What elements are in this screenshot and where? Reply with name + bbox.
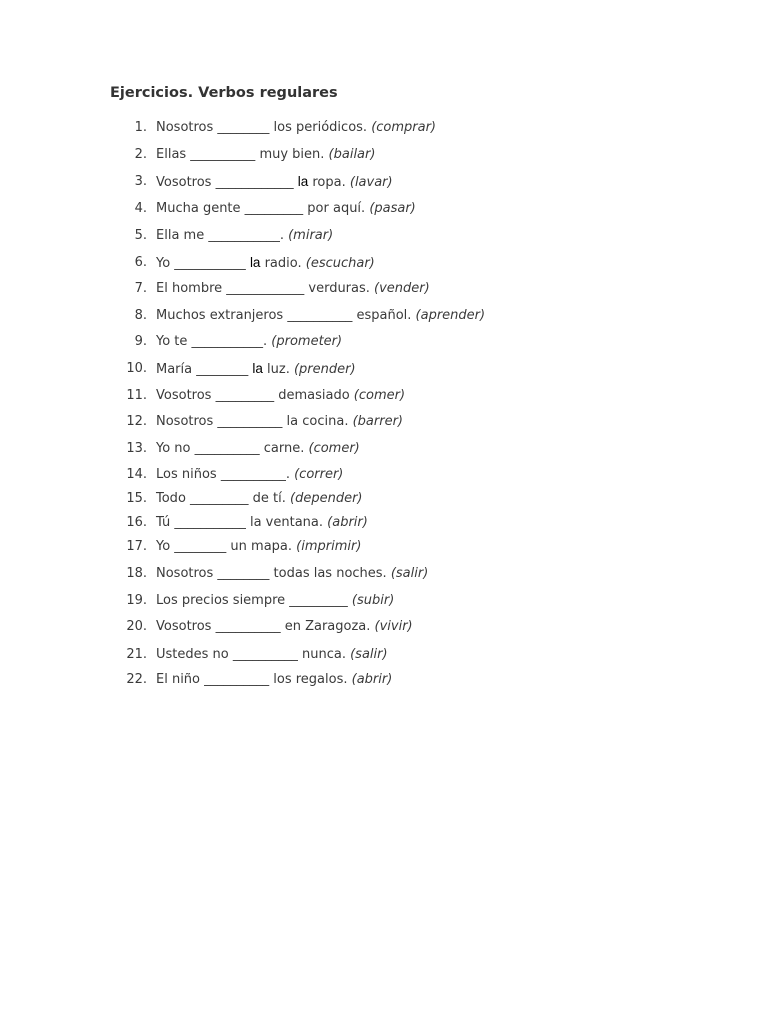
exercise-item (0, 145, 768, 165)
exercise-sentence (156, 306, 485, 326)
exercise-item (0, 118, 768, 138)
sentence-text: Vosotros __________ en Zaragoza. (156, 619, 375, 634)
exercise-item (0, 226, 768, 246)
exercise-item (0, 439, 768, 459)
sentence-text: Los precios siempre _________ (156, 593, 352, 608)
sentence-text-after: radio. (260, 256, 306, 271)
exercise-sentence (156, 670, 392, 690)
sentence-text: Todo _________ de tí. (156, 491, 291, 506)
verb-hint: (abrir) (351, 672, 393, 687)
exercise-item (0, 172, 768, 192)
sentence-text: Ustedes no __________ nunca. (156, 647, 351, 662)
sentence-text-after: luz. (262, 362, 294, 377)
exercise-number: 9. (134, 334, 147, 349)
verb-hint: (comer) (353, 388, 406, 403)
exercise-number: 4. (134, 201, 147, 216)
verb-hint: (mirar) (288, 228, 334, 243)
verb-hint: (abrir) (327, 515, 368, 530)
exercise-item (0, 332, 768, 352)
exercise-number: 17. (126, 539, 147, 554)
exercise-item (0, 465, 768, 485)
verb-hint: (bailar) (328, 147, 376, 162)
verb-hint: (comprar) (371, 120, 437, 135)
exercise-sentence (156, 279, 430, 299)
exercise-sentence (156, 645, 388, 665)
verb-hint: (salir) (350, 647, 388, 662)
sentence-text: María ________ (156, 362, 253, 377)
exercise-item (0, 591, 768, 611)
exercise-sentence (156, 226, 333, 246)
exercise-sentence (156, 145, 375, 165)
sentence-text: Muchos extranjeros __________ español. (156, 308, 416, 323)
exercise-item (0, 306, 768, 326)
exercise-sentence (156, 118, 436, 138)
verb-hint: (barrer) (352, 414, 403, 429)
exercise-sentence (156, 513, 368, 533)
article-word: la (252, 361, 263, 376)
sentence-text: Ella me ___________. (156, 228, 289, 243)
article-word: la (297, 174, 309, 189)
exercise-item (0, 253, 768, 273)
exercise-item (0, 537, 768, 557)
exercise-item (0, 359, 768, 379)
verb-hint: (lavar) (349, 175, 393, 190)
exercise-sentence (156, 465, 343, 485)
page-title: Ejercicios. Verbos regulares (110, 85, 338, 101)
verb-hint: (correr) (294, 467, 344, 482)
exercise-number: 5. (134, 228, 147, 243)
sentence-text: Vosotros _________ demasiado (156, 388, 354, 403)
exercise-number: 13. (126, 441, 147, 456)
sentence-text: El niño __________ los regalos. (156, 672, 352, 687)
sentence-text: El hombre ____________ verduras. (156, 281, 375, 296)
sentence-text: Ellas __________ muy bien. (156, 147, 329, 162)
sentence-text: Yo ___________ (156, 256, 250, 271)
exercise-number: 3. (134, 174, 147, 189)
exercise-item (0, 670, 768, 690)
exercise-sentence (156, 537, 361, 557)
exercise-sentence (156, 591, 394, 611)
exercise-number: 6. (134, 255, 147, 270)
exercise-number: 19. (126, 593, 147, 608)
exercise-sentence (156, 386, 405, 406)
exercise-number: 15. (126, 491, 147, 506)
exercise-number: 16. (126, 515, 147, 530)
verb-hint: (prometer) (271, 334, 343, 349)
exercise-number: 11. (126, 388, 147, 403)
exercise-sentence (156, 564, 428, 584)
exercise-sentence (156, 172, 393, 193)
verb-hint: (prender) (293, 362, 356, 377)
verb-hint: (imprimir) (296, 539, 362, 554)
article-word: la (249, 255, 261, 270)
exercise-item (0, 489, 768, 509)
sentence-text: Nosotros ________ todas las noches. (156, 566, 391, 581)
exercise-number: 10. (126, 361, 147, 376)
exercise-sentence (156, 332, 342, 352)
exercise-item (0, 199, 768, 219)
exercise-item (0, 412, 768, 432)
exercise-number: 12. (126, 414, 147, 429)
sentence-text: Yo te ___________. (156, 334, 272, 349)
exercise-number: 1. (134, 120, 147, 135)
verb-hint: (salir) (390, 566, 429, 581)
exercise-number: 8. (134, 308, 147, 323)
sentence-text: Nosotros __________ la cocina. (156, 414, 353, 429)
exercise-sentence (156, 253, 375, 274)
exercise-item (0, 617, 768, 637)
verb-hint: (vivir) (374, 619, 413, 634)
sentence-text: Yo ________ un mapa. (156, 539, 297, 554)
exercise-item (0, 513, 768, 533)
exercise-number: 22. (126, 672, 147, 687)
exercise-item (0, 386, 768, 406)
verb-hint: (depender) (290, 491, 363, 506)
exercise-sentence (156, 617, 413, 637)
sentence-text: Mucha gente _________ por aquí. (156, 201, 370, 216)
verb-hint: (vender) (374, 281, 430, 296)
exercise-number: 20. (126, 619, 147, 634)
verb-hint: (pasar) (369, 201, 416, 216)
exercise-sentence (156, 489, 363, 509)
exercise-number: 2. (134, 147, 147, 162)
exercise-number: 7. (134, 281, 147, 296)
verb-hint: (subir) (351, 593, 395, 608)
sentence-text: Vosotros ____________ (156, 175, 298, 190)
sentence-text: Yo no __________ carne. (156, 441, 309, 456)
exercise-sentence (156, 412, 403, 432)
exercise-item (0, 279, 768, 299)
exercise-sentence (156, 199, 416, 219)
exercise-number: 14. (126, 467, 147, 482)
exercise-item (0, 645, 768, 665)
sentence-text-after: ropa. (308, 175, 350, 190)
verb-hint: (escuchar) (305, 256, 375, 271)
verb-hint: (aprender) (415, 308, 486, 323)
verb-hint: (comer) (308, 441, 360, 456)
exercise-sentence (156, 439, 360, 459)
exercise-number: 21. (126, 647, 147, 662)
exercise-number: 18. (126, 566, 147, 581)
sentence-text: Nosotros ________ los periódicos. (156, 120, 372, 135)
sentence-text: Los niños __________. (156, 467, 295, 482)
exercise-sentence (156, 359, 356, 380)
sentence-text: Tú ___________ la ventana. (156, 515, 328, 530)
exercise-item (0, 564, 768, 584)
